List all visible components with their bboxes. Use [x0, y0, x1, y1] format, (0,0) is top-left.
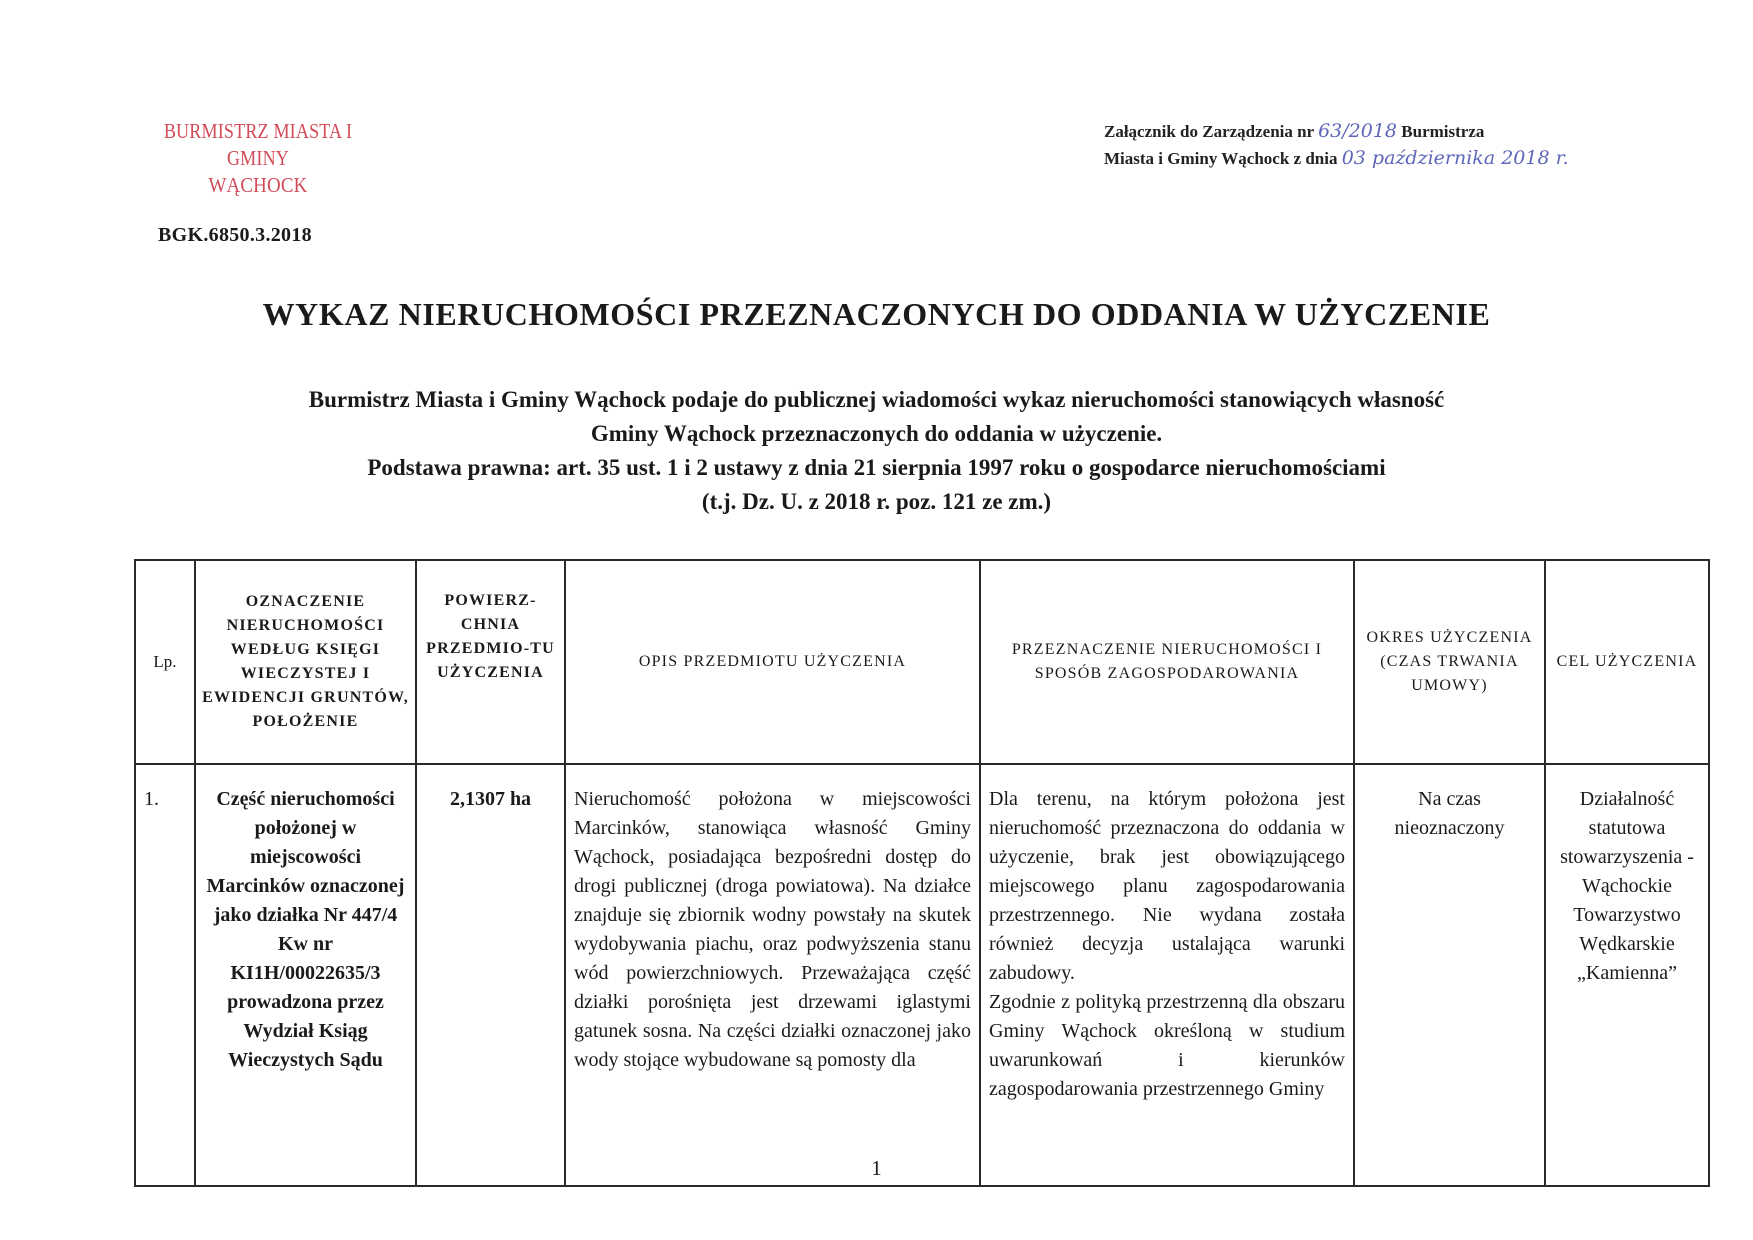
przeznaczenie-paragraph-2: Zgodnie z polityką przestrzenną dla obszaru Gminy Wąchock określoną w studium uwarunkowań i kierunków zagospodarowania przestrzennego Gminy	[989, 991, 1345, 1100]
intro-line-3: Podstawa prawna: art. 35 ust. 1 i 2 ustawy z dnia 21 sierpnia 1997 roku o gospodarce nieruchomościami	[367, 455, 1386, 480]
intro-paragraph	[120, 383, 1633, 519]
official-stamp	[118, 118, 398, 199]
annex-line-2-text: Miasta i Gminy Wąchock z dnia	[1104, 149, 1342, 168]
cell-oznaczenie: Część nieruchomości położonej w miejscowości Marcinków oznaczonej jako działka Nr 447/4 Kw nr KI1H/00022635/3 prowadzona przez Wydział Ksiąg Wieczystych Sądu	[195, 764, 416, 1186]
przeznaczenie-paragraph-1: Dla terenu, na którym położona jest nieruchomość przeznaczona do oddania w użyczenie, brak jest obowiązującego miejscowego planu zagospodarowania przestrzennego. Nie wydana została również decyzja ustalająca warunki zabudowy.	[989, 788, 1345, 984]
header-okres: OKRES UŻYCZENIA (CZAS TRWANIA UMOWY)	[1354, 560, 1545, 764]
annex-note	[1104, 118, 1624, 172]
header-lp: Lp.	[135, 560, 195, 764]
reference-number: BGK.6850.3.2018	[158, 224, 312, 246]
annex-line-1-text: Załącznik do Zarządzenia nr	[1104, 122, 1319, 141]
header-przeznaczenie: PRZEZNACZENIE NIERUCHOMOŚCI I SPOSÓB ZAGOSPODAROWANIA	[980, 560, 1354, 764]
table-row	[135, 764, 1709, 1186]
page-number: 1	[871, 1156, 882, 1180]
cell-okres: Na czas nieoznaczony	[1354, 764, 1545, 1186]
header-opis: OPIS PRZEDMIOTU UŻYCZENIA	[565, 560, 980, 764]
property-table	[134, 559, 1710, 1187]
annex-line-1	[1104, 118, 1624, 145]
cell-przeznaczenie	[980, 764, 1354, 1186]
cell-lp: 1.	[135, 764, 195, 1186]
intro-line-2: Gminy Wąchock przeznaczonych do oddania w użyczenie.	[590, 421, 1163, 446]
annex-order-number: 63/2018	[1318, 120, 1398, 142]
intro-line-4: (t.j. Dz. U. z 2018 r. poz. 121 ze zm.)	[701, 489, 1052, 514]
cell-opis: Nieruchomość położona w miejscowości Marcinków, stanowiąca własność Gminy Wąchock, posiadająca bezpośredni dostęp do drogi publicznej (droga powiatowa). Na działce znajduje się zbiornik wodny powstały na skutek wydobywania piachu, oraz podwyższenia stanu wód powierzchniowych. Przeważająca część działki porośnięta jest drzewami iglastymi gatunek sosna. Na części działki oznaczonej jako wody stojące wybudowane są pomosty dla	[565, 764, 980, 1186]
annex-line-1-suffix: Burmistrza	[1397, 122, 1485, 141]
annex-date: 03 października 2018 r.	[1341, 147, 1569, 169]
annex-line-2	[1104, 145, 1624, 172]
header-cel: CEL UŻYCZENIA	[1545, 560, 1709, 764]
stamp-line-2: WĄCHOCK	[208, 173, 308, 197]
table-header-row	[135, 560, 1709, 764]
cell-powierzchnia: 2,1307 ha	[416, 764, 565, 1186]
intro-line-1: Burmistrz Miasta i Gminy Wąchock podaje do publicznej wiadomości wykaz nieruchomości stanowiących własność	[308, 387, 1445, 412]
header-powierzchnia: POWIERZ-CHNIA PRZEDMIO-TU UŻYCZENIA	[416, 560, 565, 764]
header-oznaczenie: OZNACZENIE NIERUCHOMOŚCI WEDŁUG KSIĘGI WIECZYSTEJ I EWIDENCJI GRUNTÓW, POŁOŻENIE	[195, 560, 416, 764]
document-title: WYKAZ NIERUCHOMOŚCI PRZEZNACZONYCH DO ODDANIA W UŻYCZENIE	[262, 296, 1491, 332]
stamp-line-1: BURMISTRZ MIASTA I GMINY	[163, 119, 353, 170]
cell-cel: Działalność statutowa stowarzyszenia - Wąchockie Towarzystwo Wędkarskie „Kamienna”	[1545, 764, 1709, 1186]
